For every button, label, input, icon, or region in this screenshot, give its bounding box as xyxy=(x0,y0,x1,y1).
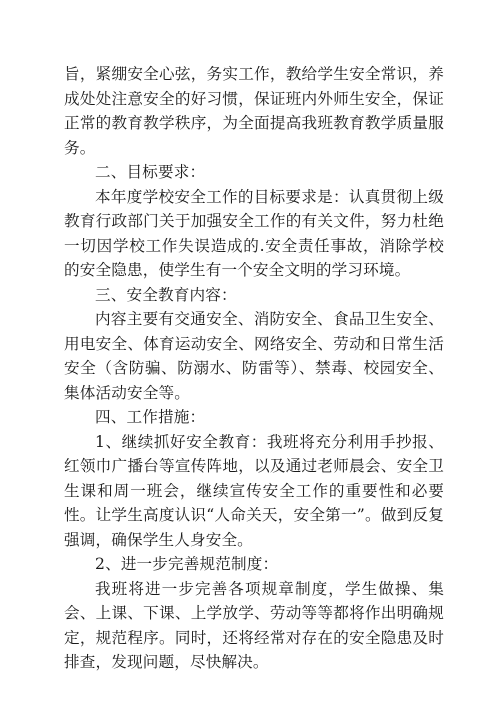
section-heading-goals: 二、目标要求： xyxy=(95,163,206,181)
body-paragraph-intro: 旨，紧绷安全心弦，务实工作，教给学生安全常识，养成处处注意安全的好习惯，保证班内外师生安全，保证正常的教育教学秩序，为全面提高我班教育教学质量服务。 xyxy=(64,65,444,157)
body-paragraph-measure-1: 1、继续抓好安全教育：我班将充分利用手抄报、红领巾广播台等宣传阵地，以及通过老师晨会、安全卫生课和周一班会，继续宣传安全工作的重要性和必要性。让学生高度认识“人命关天，安全第一”。做到反复强调，确保学生人身安全。 xyxy=(64,432,444,549)
section-heading-content: 三、安全教育内容： xyxy=(95,285,237,304)
body-paragraph-goals: 本年度学校安全工作的目标要求是：认真贯彻上级教育行政部门关于加强安全工作的有关文件，努力杜绝一切因学校工作失误造成的.安全责任事故，消除学校的安全隐患，使学生有一个安全文明的学习环境。 xyxy=(64,187,444,279)
document-page xyxy=(64,62,444,675)
subheading-measure-2: 2、进一步完善规范制度： xyxy=(95,555,279,573)
body-paragraph-measure-2: 我班将进一步完善各项规章制度，学生做操、集会、上课、下课、上学放学、劳动等等都将作出明确规定，规范程序。同时，还将经常对存在的安全隐患及时排查，发现问题，尽快解决。 xyxy=(64,579,444,671)
body-paragraph-content: 内容主要有交通安全、消防安全、食品卫生安全、用电安全、体育运动安全、网络安全、劳动和日常生活安全（含防骗、防溺水、防雷等）、禁毒、校园安全、集体活动安全等。 xyxy=(64,310,444,402)
section-heading-measures: 四、工作措施： xyxy=(95,408,206,426)
